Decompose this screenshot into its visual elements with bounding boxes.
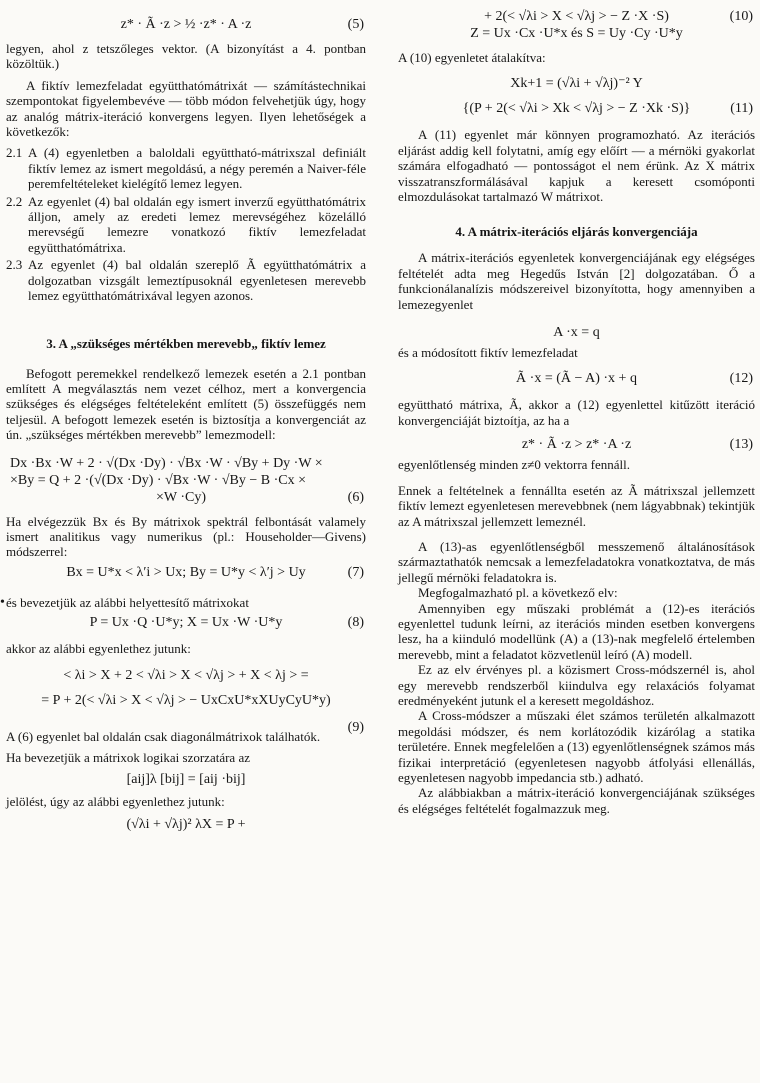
paragraph: együttható mátrixa, Ã, akkor a (12) egyenlettel kitűzött iteráció konvergenciáját biztoítja, az ha a xyxy=(398,397,755,428)
equation-6-number: (6) xyxy=(347,489,364,505)
equation-final-formula: (√λi + √λj)² λX = P + xyxy=(126,816,246,832)
paragraph: Ha bevezetjük a mátrixok logikai szorzatára az xyxy=(6,749,250,765)
right-column xyxy=(398,8,755,816)
equation-7-formula: Bx = U*x < λ′i > Ux; By = U*y < λ′j > Uy xyxy=(66,564,306,580)
paragraph: akkor az alábbi egyenlethez jutunk: xyxy=(6,641,191,657)
equation-5 xyxy=(6,16,366,33)
left-column xyxy=(0,8,366,833)
equation-11-line-1: Xk+1 = (√λi + √λj)⁻² Y xyxy=(510,76,643,92)
equation-12 xyxy=(398,370,755,387)
paragraph: Ha elvégezzük Bx és By mátrixok spektrál felbontását valamely ismert analitikus vagy numerikus (pl.: Householder—Givens) módszerrel: xyxy=(6,513,366,560)
paragraph: legyen, ahol z tetszőleges vektor. (A bizonyítást a 4. pontban közöltük.) xyxy=(6,41,366,72)
paragraph: A mátrix-iterációs egyenletek konvergenciájának egy elégséges feltételét adta meg Hegedűs István [2] dolgozatában. Ő a funkcionálanalízis módszereivel bizonyította, hogy amennyiben a lemezegyenlet xyxy=(398,250,755,312)
equation-8-formula: P = Ux ·Q ·U*y; X = Ux ·W ·U*y xyxy=(89,615,283,631)
paragraph: Az alábbiakban a mátrix-iteráció konvergenciájának szükséges és elégséges feltételét fogalmazzuk meg. xyxy=(398,785,755,816)
paragraph: Ez az elv érvényes pl. a közismert Cross-módszernél is, ahol egy merevebb rendszerből kiindulva egy relaxációs folyamat eredményeként jutunk el a keresett megoldáshoz. xyxy=(398,662,755,708)
paragraph: A Cross-módszer a műszaki élet számos területén alkalmazott megoldási módszer, és nem korlátozódik kizárólag a statika területére. Ennek megfelelően a (13) egyenlőtlenségnek számos más fizikai interpretáció (egyenletesen nagyobb átfolyási ellenállás, egyenletesen nagyobb impedancia stb.) adható. xyxy=(398,708,755,785)
equation-10-number: (10) xyxy=(729,9,753,24)
equation-6-line-1: Dx ·Bx ·W + 2 · √(Dx ·Dy) · √Bx ·W · √By + Dy ·W × xyxy=(10,455,323,471)
paragraph: és a módosított fiktív lemezfeladat xyxy=(398,345,578,361)
paragraph: A fiktív lemezfeladat együtthatómátrixát — számítástechnikai szempontokat figyelembevéve — több módon felvehetjük úgy, hogy az analóg mátrix-iteráció konvergens legyen. Ilyen lehetőségek a következők: xyxy=(6,77,366,140)
list-item-number: 2.2 xyxy=(6,193,23,209)
equation-12-number: (12) xyxy=(729,371,753,387)
paragraph-text: és bevezetjük az alábbi helyettesítő mátrixokat xyxy=(6,594,249,610)
paragraph: Megfogalmazható pl. a következő elv: xyxy=(418,585,618,601)
equation-10-line-2: Z = Ux ·Cx ·U*x és S = Uy ·Cy ·U*y xyxy=(470,26,683,41)
equation-10-line-1: + 2(< √λi > X < √λj > − Z ·X ·S) xyxy=(484,9,669,24)
equation-6-line-2: ×By = Q + 2 ·(√(Dx ·Dy) · √Bx ·W · √By − B ·Cx × xyxy=(10,472,306,488)
equation-logical-product xyxy=(6,771,366,788)
equation-13-number: (13) xyxy=(729,437,753,453)
equation-9-line-1: < λi > X + 2 < √λi > X < √λj > + X < λj > = xyxy=(63,667,309,683)
paragraph: egyenlőtlenség minden z≠0 vektorra fennáll. xyxy=(398,457,631,473)
equation-logical-product-formula: [aij]λ [bij] = [aij ·bij] xyxy=(126,772,246,788)
list-item-text: A (4) egyenletben a baloldali együttható-mátrixszal definiált fiktív lemez az ismert megoldású, a négy peremén a Naiver-féle peremfeltételeket kielégítő lemez legyen. xyxy=(28,145,366,192)
list-item xyxy=(6,257,366,303)
equation-8 xyxy=(6,614,366,631)
paragraph: A (10) egyenletet átalakítva: xyxy=(398,50,546,65)
equation-8-number: (8) xyxy=(347,615,364,631)
list-item-number: 2.1 xyxy=(6,145,23,161)
equation-ax-q-formula: A ·x = q xyxy=(553,325,600,341)
equation-12-formula: Ã ·x = (Ã − A) ·x + q xyxy=(516,371,637,387)
paragraph: Befogott peremekkel rendelkező lemezek esetén a 2.1 pontban említett A megválasztás nem vezet célhoz, mert a konvergencia szükséges és elégséges feltételeként említett (5) összefüggés nem teljesül. A befogott lemezek esetén is biztosítja a konvergenciát az ún. „szükséges mértékben merevebb” lemezmodell: xyxy=(6,365,366,443)
list-item-text: Az egyenlet (4) bal oldalán szereplő Ã együtthatómátrix a dolgozatban vizsgált lemeztípusoknál egyenletesen merevebb lemez együtthatómátrixával legyen azonos. xyxy=(28,257,366,304)
list-item-text: Az egyenlet (4) bal oldalán egy ismert inverzű együtthatómátrix álljon, amely az eredeti lemez merevségéhez közelálló merevségű lemezre vonatkozó fiktív lemezfeladat együtthatómátrixa. xyxy=(28,193,366,255)
equation-ax-q xyxy=(398,324,755,341)
paragraph: Amennyiben egy műszaki problémát a (12)-es iterációs egyenlettel tudunk leírni, az iterációs minden esetben konvergens lesz, ha a kiinduló modellünk (A) a (13)-nak megfelelő értelemben merevebb, mint a feladatot közvetlenül leíró (A) modell. xyxy=(398,600,755,662)
equation-13 xyxy=(398,436,755,453)
equation-6-line-3: ×W ·Cy) xyxy=(156,489,207,505)
list-item xyxy=(6,194,366,256)
equation-final xyxy=(6,816,366,833)
equation-7-number: (7) xyxy=(347,564,364,580)
equation-6 xyxy=(6,455,366,506)
paragraph: jelölést, úgy az alábbi egyenlethez jutunk: xyxy=(6,794,225,810)
equation-5-formula: z* · Ã ·z > ½ ·z* · A ·z xyxy=(120,17,252,32)
equation-7 xyxy=(6,564,366,581)
list-item-number: 2.3 xyxy=(6,257,23,273)
section-heading-3: 3. A „szükséges mértékben merevebb„ fiktív lemez xyxy=(46,335,326,351)
section-heading-4: 4. A mátrix-iterációs eljárás konvergenciája xyxy=(455,224,698,240)
paragraph: Ennek a feltételnek a fennállta esetén az Ã mátrixszal jellemzett fiktív lemezt egyenletesen merevebbnek (nem lágyabbnak) tekintjük az A mátrixszal jellemzett lemeznél. xyxy=(398,482,755,529)
paragraph: A (11) egyenlet már könnyen programozható. Az iterációs eljárást addig kell folytatni, amíg egy előírt — a mérnöki gyakorlat számára elfogadható — pontosságot el nem érünk. Az X mátrix visszatranszformálásával kapjuk a keresett csomóponti elmozdulásokat tartalmazó W mátrixot. xyxy=(398,127,755,205)
equation-9 xyxy=(6,667,366,735)
paragraph: A (6) egyenlet bal oldalán csak diagonálmátrixok találhatók. xyxy=(6,728,321,744)
equation-9-line-2: = P + 2(< √λi > X < √λj > − UxCxU*xXUyCyU*y) xyxy=(41,692,331,708)
equation-10 xyxy=(398,8,755,42)
paragraph: • és bevezetjük az alábbi helyettesítő mátrixokat xyxy=(0,594,249,610)
list-item xyxy=(6,145,366,191)
equation-11-line-2: {(P + 2(< √λi > Xk < √λj > − Z ·Xk ·S)} xyxy=(462,101,691,117)
equation-9-number: (9) xyxy=(347,719,364,735)
equation-11-number: (11) xyxy=(730,101,753,117)
equation-5-number: (5) xyxy=(347,17,364,32)
paragraph: A (13)-as egyenlőtlenségből messzemenő általánosítások származtathatók nemcsak a lemezfeladatokra vonatkoztatva, de más jellegű mérnöki feladatokra is. xyxy=(398,538,755,585)
equation-11 xyxy=(398,75,755,117)
equation-13-formula: z* · Ã ·z > z* ·A ·z xyxy=(521,437,632,453)
